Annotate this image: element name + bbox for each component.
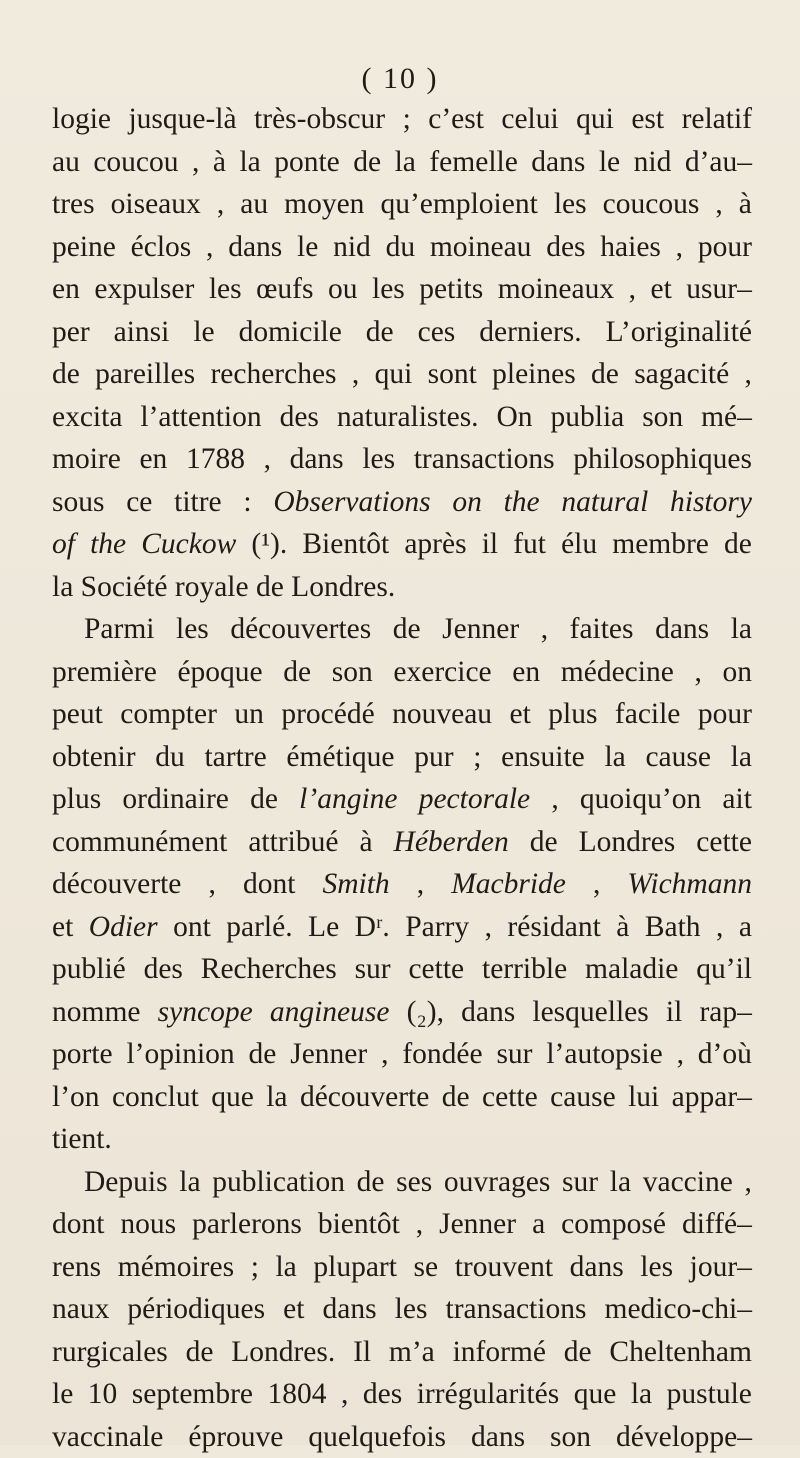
- text-line: per ainsi le domicile de ces derniers. L’originalité: [52, 311, 752, 354]
- text-line: découverte , dont Smith , Macbride , Wichmann: [52, 863, 752, 906]
- text-line: tres oiseaux , au moyen qu’emploient les coucous , à: [52, 183, 752, 226]
- text-line: porte l’opinion de Jenner , fondée sur l’autopsie , d’où: [52, 1033, 752, 1076]
- text-line: of the Cuckow (¹). Bientôt après il fut élu membre de: [52, 523, 752, 566]
- text-line: obtenir du tartre émétique pur ; ensuite la cause la: [52, 736, 752, 779]
- text-line: dont nous parlerons bientôt , Jenner a composé diffé–: [52, 1203, 752, 1246]
- text-line: de pareilles recherches , qui sont pleines de sagacité ,: [52, 353, 752, 396]
- text-line: rurgicales de Londres. Il m’a informé de Cheltenham: [52, 1331, 752, 1374]
- text-line: logie jusque-là très-obscur ; c’est celui qui est relatif: [52, 98, 752, 141]
- text-line: tient.: [52, 1118, 752, 1161]
- text-line: première époque de son exercice en médecine , on: [52, 651, 752, 694]
- body-text: [52, 98, 752, 1458]
- text-line: au coucou , à la ponte de la femelle dans le nid d’au–: [52, 141, 752, 184]
- text-line: communément attribué à Héberden de Londres cette: [52, 821, 752, 864]
- text-line: le 10 septembre 1804 , des irrégularités que la pustule: [52, 1373, 752, 1416]
- text-line: publié des Recherches sur cette terrible maladie qu’il: [52, 948, 752, 991]
- text-line: nomme syncope angineuse (₂), dans lesquelles il rap–: [52, 991, 752, 1034]
- text-line: sous ce titre : Observations on the natural history: [52, 481, 752, 524]
- text-line: la Société royale de Londres.: [52, 566, 752, 609]
- text-line: Parmi les découvertes de Jenner , faites dans la: [52, 608, 752, 651]
- text-line: plus ordinaire de l’angine pectorale , quoiqu’on ait: [52, 778, 752, 821]
- text-line: rens mémoires ; la plupart se trouvent dans les jour–: [52, 1246, 752, 1289]
- text-line: moire en 1788 , dans les transactions philosophiques: [52, 438, 752, 481]
- text-line: l’on conclut que la découverte de cette cause lui appar–: [52, 1076, 752, 1119]
- text-line: naux périodiques et dans les transactions medico-chi–: [52, 1288, 752, 1331]
- text-line: vaccinale éprouve quelquefois dans son développe–: [52, 1416, 752, 1458]
- text-line: peut compter un procédé nouveau et plus facile pour: [52, 693, 752, 736]
- text-line: Depuis la publication de ses ouvrages sur la vaccine ,: [52, 1161, 752, 1204]
- page-number: ( 10 ): [0, 62, 800, 96]
- text-line: excita l’attention des naturalistes. On publia son mé–: [52, 396, 752, 439]
- text-line: et Odier ont parlé. Le Dʳ. Parry , résidant à Bath , a: [52, 906, 752, 949]
- text-line: en expulser les œufs ou les petits moineaux , et usur–: [52, 268, 752, 311]
- text-line: peine éclos , dans le nid du moineau des haies , pour: [52, 226, 752, 269]
